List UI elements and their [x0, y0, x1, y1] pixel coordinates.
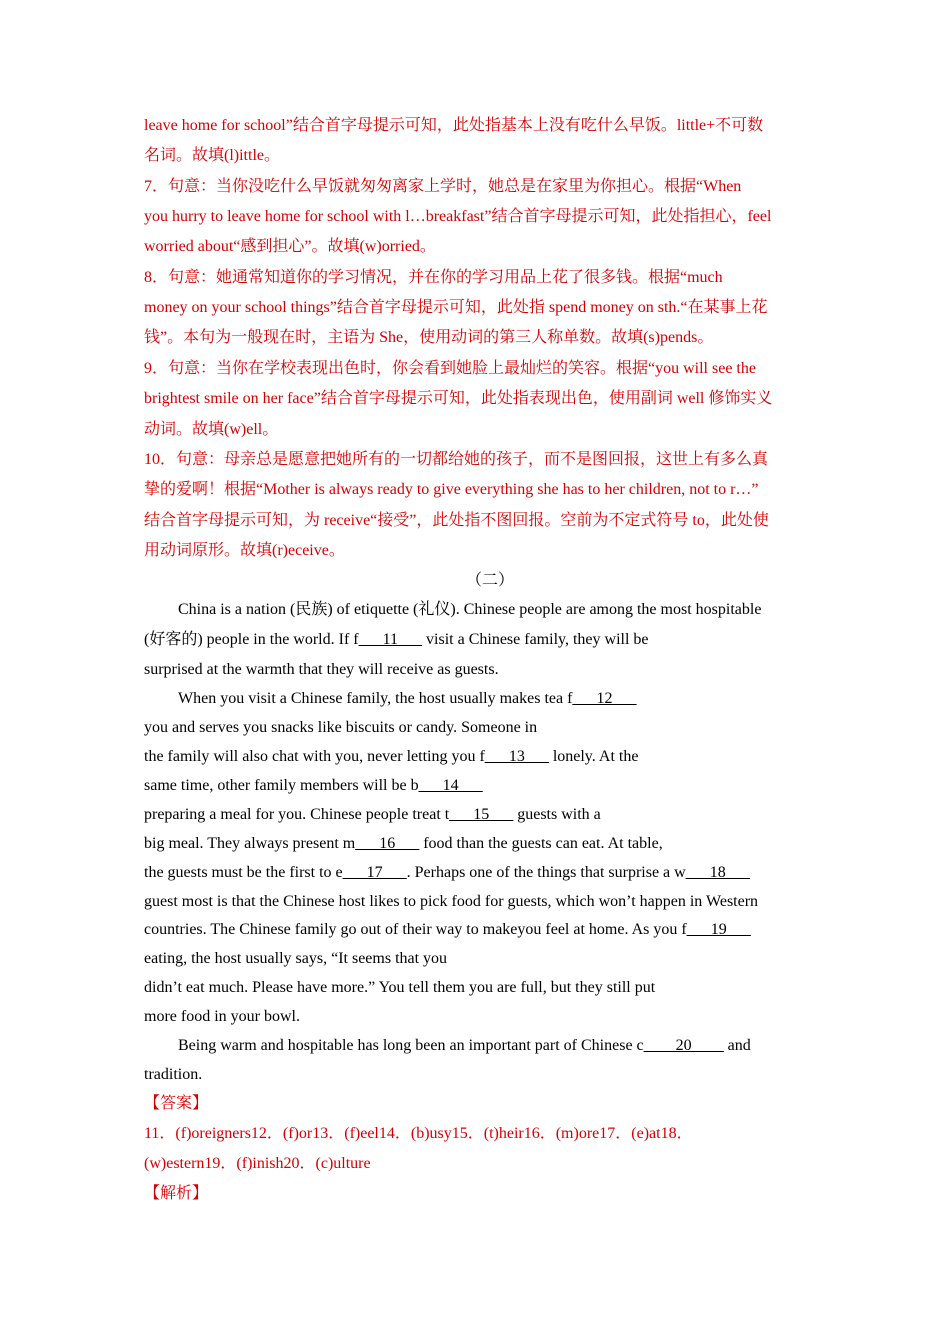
blank-15[interactable]: ___15___ [449, 806, 514, 823]
answer-line: (w)estern19．(f)inish20．(c)ulture [144, 1155, 371, 1172]
blank-16[interactable]: ___16___ [355, 835, 420, 852]
answer-heading: 【答案】 [144, 1095, 209, 1112]
explanation-line: 钱”。本句为一般现在时，主语为 She，使用动词的第三人称单数。故填(s)pends。 [144, 329, 714, 346]
answer-line: 11．(f)oreigners12．(f)or13．(f)eel14．(b)usy15．(t)heir16．(m)ore17．(e)at18． [144, 1125, 693, 1142]
passage-line: tradition. [144, 1066, 203, 1083]
passage-line: preparing a meal for you. Chinese people treat t___15___ guests with a [144, 806, 601, 823]
explanation-line: 9．句意：当你在学校表现出色时，你会看到她脸上最灿烂的笑容。根据“you will see the [144, 360, 756, 377]
explanation-line: 8．句意：她通常知道你的学习情况，并在你的学习用品上花了很多钱。根据“much [144, 269, 723, 286]
blank-13[interactable]: ___13___ [484, 748, 549, 765]
passage-line: When you visit a Chinese family, the host usually makes tea f___12___ [178, 690, 637, 707]
explanation-line: leave home for school”结合首字母提示可知，此处指基本上没有吃什么早饭。little+不可数 [144, 117, 764, 134]
explanation-line: brightest smile on her face”结合首字母提示可知，此处指表现出色，使用副词 well 修饰实义 [144, 390, 773, 407]
passage-line: same time, other family members will be b___14___ [144, 777, 483, 794]
passage-line: more food in your bowl. [144, 1008, 300, 1025]
explanation-line: 挚的爱啊！根据“Mother is always ready to give everything she has to her children, not to r…” [144, 481, 759, 498]
explanation-line: you hurry to leave home for school with l…breakfast”结合首字母提示可知，此处指担心，feel [144, 208, 772, 225]
blank-20[interactable]: ____20____ [643, 1037, 724, 1054]
passage-line: didn’t eat much. Please have more.” You tell them you are full, but they still put [144, 979, 656, 996]
blank-11[interactable]: ___11___ [358, 631, 423, 648]
explanation-line: 10．句意：母亲总是愿意把她所有的一切都给她的孩子，而不是图回报，这世上有多么真 [144, 451, 769, 468]
explanation-line: money on your school things”结合首字母提示可知，此处指 spend money on sth.“在某事上花 [144, 299, 768, 316]
passage-line: big meal. They always present m___16___ food than the guests can eat. At table, [144, 835, 663, 852]
explanation-line: 动词。故填(w)ell。 [144, 421, 279, 438]
blank-18[interactable]: ___18___ [685, 864, 750, 881]
passage-line: guest most is that the Chinese host likes to pick food for guests, which won’t happen in Western [144, 893, 759, 910]
explanation-line: 名词。故填(l)ittle。 [144, 147, 280, 164]
passage-line: eating, the host usually says, “It seems that you [144, 950, 448, 967]
passage-line: Being warm and hospitable has long been an important part of Chinese c____20____ and [178, 1037, 751, 1054]
passage-line: the family will also chat with you, never letting you f___13___ lonely. At the [144, 748, 639, 765]
passage-line: China is a nation (民族) of etiquette (礼仪). Chinese people are among the most hospitable [178, 601, 762, 618]
passage-line: you and serves you snacks like biscuits or candy. Someone in [144, 719, 538, 736]
blank-19[interactable]: ___19___ [686, 921, 751, 938]
blank-17[interactable]: ___17___ [342, 864, 407, 881]
passage-line: surprised at the warmth that they will receive as guests. [144, 661, 499, 678]
explanation-line: 用动词原形。故填(r)eceive。 [144, 542, 345, 559]
explanation-line: 结合首字母提示可知，为 receive“接受”，此处指不图回报。空前为不定式符号 to，此处使 [144, 512, 769, 529]
section-title: （二） [465, 572, 514, 589]
blank-12[interactable]: ___12___ [572, 690, 637, 707]
explanation-line: 7．句意：当你没吃什么早饭就匆匆离家上学时，她总是在家里为你担心。根据“When [144, 178, 742, 195]
blank-14[interactable]: ___14___ [418, 777, 483, 794]
explanation-line: worried about“感到担心”。故填(w)orried。 [144, 238, 436, 255]
passage-line: countries. The Chinese family go out of their way to makeyou feel at home. As you f___19___ [144, 921, 751, 938]
analysis-heading: 【解析】 [144, 1185, 209, 1202]
passage-line: the guests must be the first to e___17___. Perhaps one of the things that surprise a w___18___ [144, 864, 750, 881]
passage-line: (好客的) people in the world. If f___11___ visit a Chinese family, they will be [144, 631, 649, 648]
